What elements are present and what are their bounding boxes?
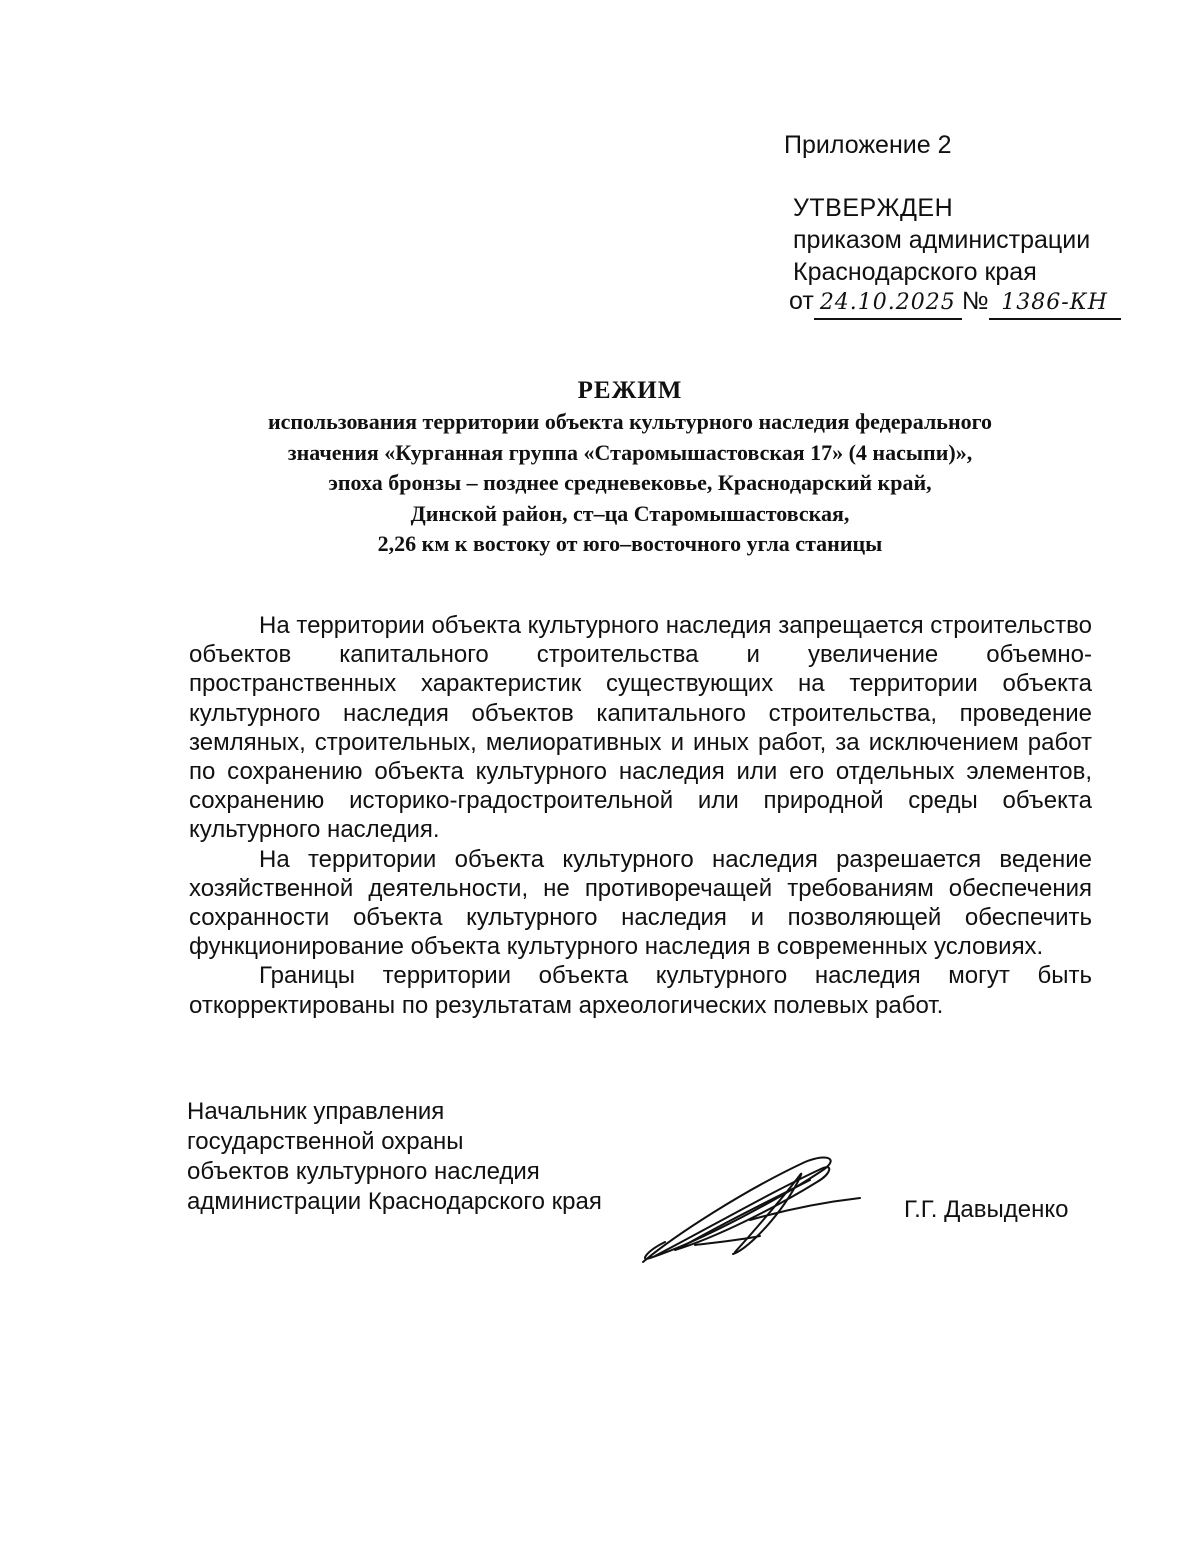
document-title: РЕЖИМ [577, 377, 683, 404]
document-body [189, 611, 1092, 1020]
order-number: 1386-КН [989, 288, 1121, 320]
subtitle-line: эпоха бронзы – позднее средневековье, Краснодарский край, [328, 470, 932, 495]
approval-authority-line: приказом администрации [793, 226, 1091, 254]
appendix-label: Приложение 2 [784, 131, 952, 159]
approval-stamp-heading: УТВЕРЖДЕН [793, 194, 954, 222]
approval-authority-line: Краснодарского края [793, 258, 1037, 286]
subtitle-line: 2,26 км к востоку от юго–восточного угла станицы [377, 531, 883, 556]
document-subtitle [170, 407, 1090, 560]
signer-position-line: Начальник управления [187, 1098, 445, 1125]
date-prefix: от [789, 287, 814, 315]
signer-position-line: администрации Краснодарского края [187, 1188, 602, 1215]
signer-position-line: государственной охраны [187, 1128, 464, 1155]
signer-position-line: объектов культурного наследия [187, 1158, 540, 1185]
order-date: 24.10.2025 [814, 288, 962, 320]
body-paragraph: Границы территории объекта культурного наследия могут быть откорректированы по результатам археологических полевых работ. [189, 962, 1092, 1019]
body-paragraph: На территории объекта культурного наследия разрешается ведение хозяйственной деятельности, не противоречащей требованиям обеспечения сохранности объекта культурного наследия и позволяющей обеспечить функционирование объекта культурного наследия в современных условиях. [189, 845, 1092, 961]
number-prefix: № [961, 287, 989, 315]
body-paragraph: На территории объекта культурного наследия запрещается строительство объектов капитального строительства и увеличение объемно-пространственных характеристик существующих на территории объекта культурного наследия объектов капитального строительства, проведение земляных, строительных, мелиоративных и иных работ, за исключением работ по сохранению объекта культурного наследия или его отдельных элементов, сохранению историко-градостроительной или природной среды объекта культурного наследия. [189, 612, 1092, 844]
handwritten-signature [635, 1150, 865, 1275]
signer-position [187, 1097, 602, 1217]
order-reference [789, 286, 1121, 320]
subtitle-line: Динской район, ст–ца Старомышастовская, [410, 500, 850, 526]
approval-authority [793, 224, 1090, 288]
subtitle-line: использования территории объекта культурного наследия федерального [267, 409, 993, 434]
signer-name: Г.Г. Давыденко [904, 1196, 1069, 1223]
subtitle-line: значения «Курганная группа «Старомышастовская 17» (4 насыпи)», [287, 439, 973, 465]
document-title-block [170, 375, 1090, 560]
